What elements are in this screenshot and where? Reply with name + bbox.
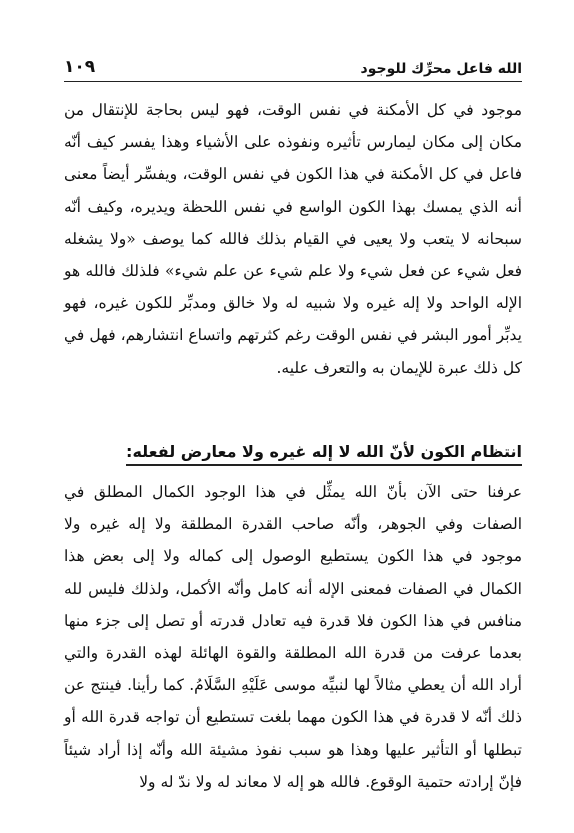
page-header <box>64 48 522 82</box>
paragraph-2: عرفنا حتى الآن بأنّ الله يمثِّل في هذا الوجود الكمال المطلق في الصفات وفي الجوهر، وأنّه صاحب القدرة المطلقة ولا إله غيره ولا موجود في هذا الكون يستطيع الوصول إلى كماله ولا إلى بعض هذا الكمال في الصفات فمعنى الإله أنه كامل وأنّه الأكمل، ولذلك فليس لله منافس في هذا الكون فلا قدرة فيه تعادل قدرته أو تصل إلى جزء منها بعدما عرفت من قدرة الله المطلقة والقوة الهائلة لهذه القدرة والتي أراد الله أن يعطي مثالاً لها لنبيِّه موسى عَلَيْهِ السَّلَامُ. كما رأينا. فينتج عن ذلك أنّه لا قدرة في هذا الكون مهما بلغت تستطيع أن تواجه قدرة الله أو تبطلها أو التأثير عليها وهذا هو سبب نفوذ مشيئة الله وأنّه إذا أراد شيئاً فإنّ إرادته حتمية الوقوع. فالله هو إله لا معاند له ولا ندّ له ولا <box>64 483 522 791</box>
section-heading <box>64 434 522 463</box>
section-heading-text: انتظام الكون لأنّ الله لا إله غيره ولا معارض لفعله: <box>126 442 522 466</box>
page-number: ١٠٩ <box>64 57 96 77</box>
paragraph-1: موجود في كل الأمكنة في نفس الوقت، فهو ليس بحاجة للإنتقال من مكان إلى مكان ليمارس تأثيره ونفوذه على الأشياء وهذا يفسر كيف أنّه فاعل في كل الأمكنة في هذا الكون في نفس الوقت، ويفسِّر أيضاً معنى أنه الذي يمسك بهذا الكون الواسع في نفس اللحظة ويديره، وكيف أنّه سبحانه لا يتعب ولا يعيى في القيام بذلك فالله كما يوصف «ولا يشغله فعل شيء عن فعل شيء ولا علم شيء عن علم شيء» فلذلك فالله هو الإله الواحد ولا إله غيره ولا شبيه له ولا خالق ومدبِّر للكون غيره، فهو يدبِّر أمور البشر في نفس الوقت رغم كثرتهم واتساع انتشارهم، فهل في كل ذلك عبرة للإيمان به والتعرف عليه. <box>64 101 522 377</box>
running-title: الله فاعل محرِّك للوجود <box>360 61 522 77</box>
